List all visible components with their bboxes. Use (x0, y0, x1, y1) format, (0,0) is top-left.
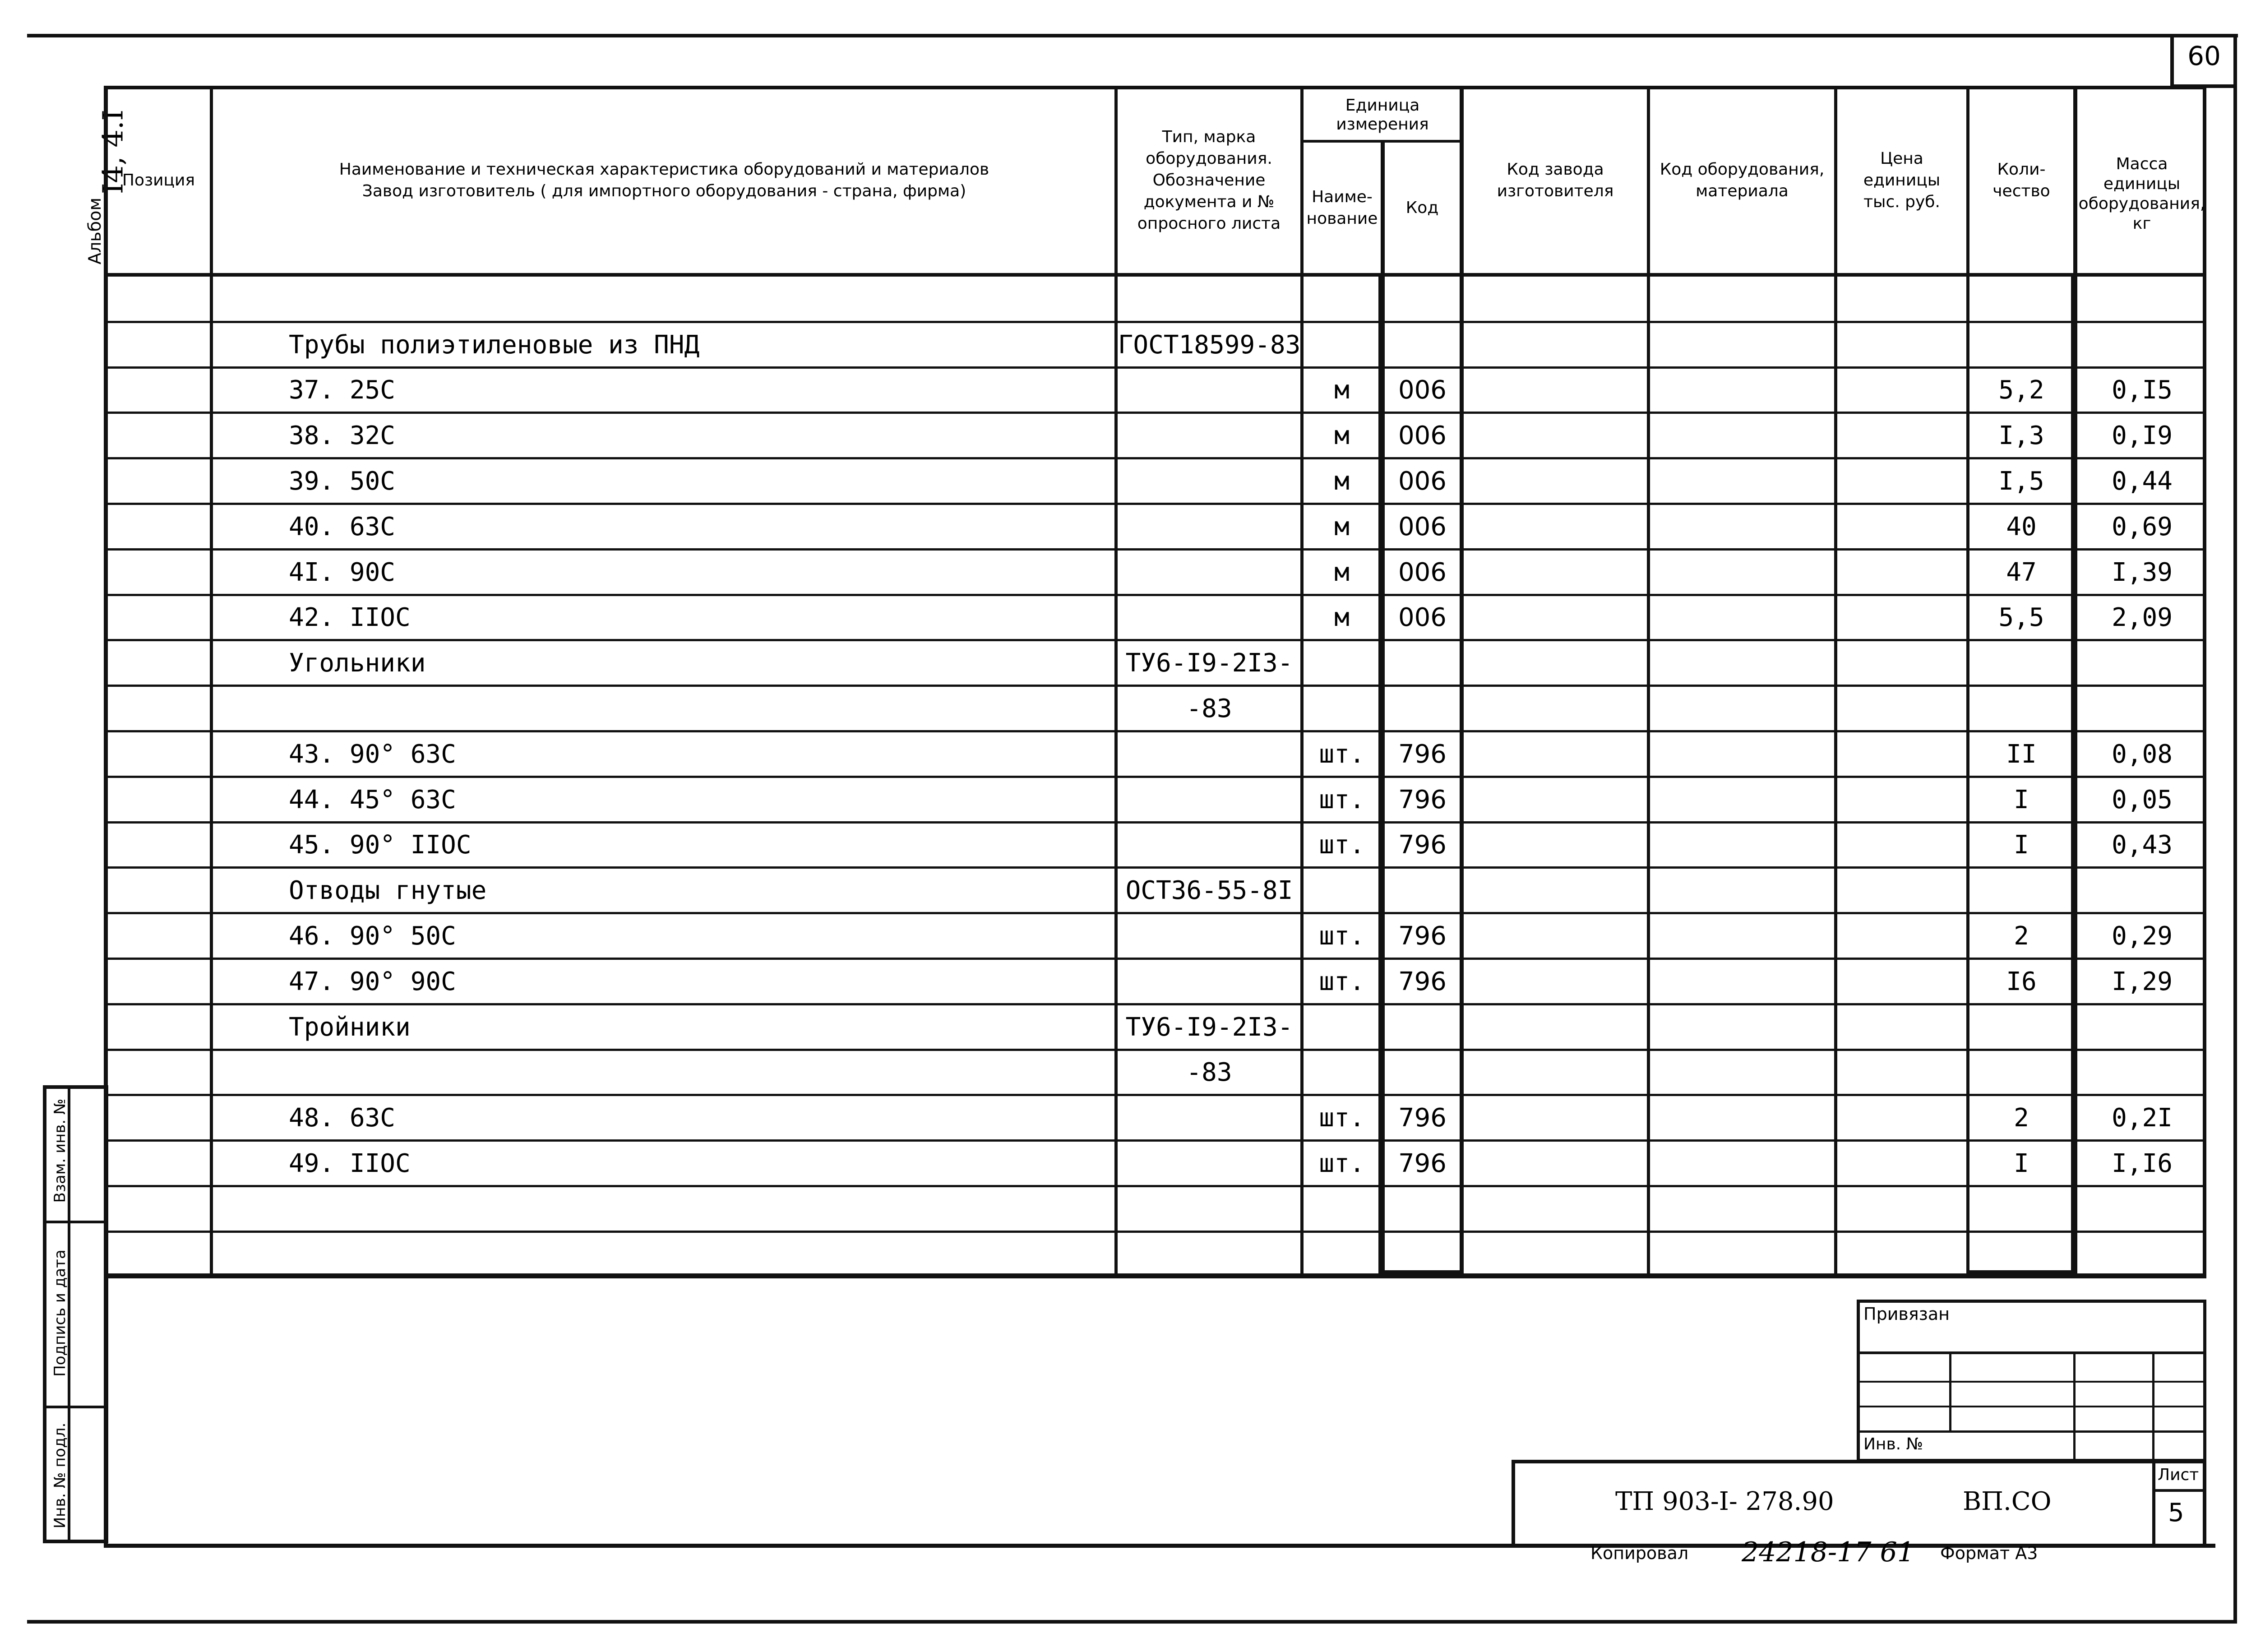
row-type (1119, 1095, 1299, 1141)
row-code: 006 (1398, 421, 1447, 451)
row-mass: 0,2I (2112, 1103, 2173, 1133)
row-code (1385, 686, 1460, 731)
row-mass (2080, 1004, 2204, 1050)
col-line-7 (1834, 86, 1837, 1277)
hdr-unit (1304, 90, 1461, 140)
row-code: 796 (1398, 739, 1447, 769)
row-type (1119, 550, 1299, 595)
row-mass: 0,08 (2112, 739, 2173, 769)
hdr-equip-code (1650, 88, 1834, 273)
col-line-5 (1460, 86, 1464, 1277)
right-border (2233, 34, 2237, 1622)
row-code: 006 (1398, 375, 1447, 405)
row-code: 796 (1398, 785, 1447, 814)
row-type (1119, 413, 1299, 458)
sheet-label: Лист (2158, 1466, 2199, 1484)
side-label-podpis: Подпись и дата (51, 1249, 69, 1377)
row-unit: м (1334, 557, 1350, 587)
top-border (27, 34, 2238, 37)
album-number: I4, 4.I (96, 110, 129, 194)
row-code (1385, 1186, 1460, 1232)
row-name (289, 686, 1101, 731)
col-line-6 (1647, 86, 1650, 1277)
row-code: 796 (1398, 921, 1447, 951)
row-name: Угольники (289, 648, 426, 678)
row-unit (1304, 1004, 1380, 1050)
row-qty: 5,5 (1998, 603, 2044, 633)
row-code: 006 (1398, 603, 1447, 633)
row-type (1119, 959, 1299, 1004)
hdr-equip-code-line2: материала (1696, 182, 1789, 200)
hdr-name (213, 88, 1115, 273)
row-qty (1972, 277, 2071, 322)
hdr-factory-code-line1: Код завода (1507, 160, 1604, 179)
row-type: ГОСТ18599-83 (1118, 330, 1301, 360)
row-unit: шт. (1319, 830, 1365, 860)
hdr-unit-code: Код (1405, 199, 1439, 217)
row-name: Тройники (289, 1012, 411, 1042)
row-unit (1304, 1050, 1380, 1096)
row-mass (2080, 640, 2204, 686)
row-type: ОСТ36-55-8I (1125, 876, 1293, 906)
row-name: 42. IIОС (289, 603, 411, 633)
row-name (289, 1232, 1101, 1277)
row-mass (2080, 868, 2204, 913)
row-qty (1972, 1232, 2071, 1277)
row-qty: I6 (2006, 967, 2037, 996)
row-qty: 47 (2006, 557, 2037, 587)
row-name: 45. 90° IIОС (289, 830, 472, 860)
hdr-equip-code-line1: Код оборудования, (1660, 160, 1825, 179)
row-type (1119, 368, 1299, 413)
hdr-type-line1: Тип, марка (1162, 128, 1256, 146)
row-mass: 2,09 (2112, 603, 2173, 633)
row-code: 006 (1398, 512, 1447, 541)
row-name (289, 1050, 1101, 1096)
privyazan-vline-1 (1949, 1351, 1951, 1430)
row-code (1385, 640, 1460, 686)
row-qty (1972, 322, 2071, 368)
hdr-unit-name-line2: нование (1306, 209, 1378, 228)
hdr-unit-name-line1: Наиме- (1312, 188, 1373, 206)
hdr-qty-line1: Коли- (1997, 160, 2046, 179)
row-unit: м (1334, 512, 1350, 541)
hdr-price-line1: Цена (1880, 149, 1923, 168)
row-qty: I (2014, 830, 2029, 860)
row-code: 796 (1398, 830, 1447, 860)
row-mass: I,I6 (2112, 1149, 2173, 1179)
row-name: 48. 63С (289, 1103, 396, 1133)
row-unit (1304, 277, 1380, 322)
row-mass (2080, 1186, 2204, 1232)
row-type (1119, 277, 1299, 322)
col-line-1 (210, 86, 213, 1277)
sheet-number: 60 (2187, 41, 2221, 71)
row-code: 796 (1398, 967, 1447, 996)
hdr-mass-line1: Масса (2116, 155, 2168, 173)
row-name: 49. IIОС (289, 1149, 411, 1179)
row-type (1119, 458, 1299, 504)
row-mass: 0,05 (2112, 785, 2173, 814)
copied-label: Копировал (1590, 1543, 1689, 1563)
row-type (1119, 1232, 1299, 1277)
row-unit: м (1334, 421, 1350, 451)
row-unit: шт. (1319, 785, 1365, 814)
row-mass (2080, 1050, 2204, 1096)
hdr-factory-code (1464, 88, 1647, 273)
row-name: 37. 25С (289, 375, 396, 405)
row-mass: I,39 (2112, 557, 2173, 587)
row-unit (1304, 868, 1380, 913)
row-mass: 0,44 (2112, 467, 2173, 496)
doc-mark: ВП.СО (1963, 1487, 2052, 1516)
row-qty (1972, 686, 2071, 731)
row-name: Трубы полиэтиленовые из ПНД (289, 330, 700, 360)
row-unit (1304, 1186, 1380, 1232)
sheet-label-line (2152, 1489, 2206, 1492)
col-line-3 (1300, 86, 1304, 1277)
hdr-price-line3: тыс. руб. (1863, 193, 1940, 211)
side-label-vzam: Взам. инв. № (51, 1098, 69, 1203)
row-unit: шт. (1319, 739, 1365, 769)
row-code (1385, 322, 1460, 368)
row-type (1119, 777, 1299, 823)
row-qty (1972, 1004, 2071, 1050)
row-unit: шт. (1319, 1103, 1365, 1133)
row-code: 006 (1398, 557, 1447, 587)
row-type (1119, 504, 1299, 550)
inv-no-label: Инв. № (1863, 1435, 1923, 1453)
row-name (289, 277, 1101, 322)
row-code: 006 (1398, 467, 1447, 496)
row-mass: I,29 (2112, 967, 2173, 996)
row-unit (1304, 686, 1380, 731)
row-type: -83 (1186, 1058, 1232, 1087)
hdr-price (1837, 88, 1966, 273)
row-unit: м (1334, 375, 1350, 405)
row-code (1385, 868, 1460, 913)
privyazan-vline-2 (2073, 1351, 2076, 1462)
row-code (1385, 1004, 1460, 1050)
row-unit (1304, 322, 1380, 368)
row-type: -83 (1186, 694, 1232, 724)
row-qty: 2 (2014, 1103, 2029, 1133)
hdr-unit-line2: измерения (1336, 115, 1429, 134)
doc-code: ТП 903-I- 278.90 (1615, 1487, 1834, 1516)
hdr-mass-line2: единицы (2103, 175, 2181, 193)
row-unit: м (1334, 603, 1350, 633)
hdr-name-line2: Завод изготовитель ( для импортного оборудования - страна, фирма) (362, 182, 966, 200)
row-type (1119, 823, 1299, 868)
row-mass: 0,43 (2112, 830, 2173, 860)
row-mass (2080, 1232, 2204, 1277)
hdr-unit-line1: Единица (1345, 96, 1420, 115)
row-name: Отводы гнутые (289, 876, 487, 906)
row-mass: 0,69 (2112, 512, 2173, 541)
format-label: Формат А3 (1940, 1543, 2038, 1563)
row-type (1119, 1141, 1299, 1186)
hdr-mass-line3: оборудования, (2078, 194, 2205, 213)
row-name: 47. 90° 90С (289, 967, 456, 996)
row-qty (1972, 1186, 2071, 1232)
row-name: 40. 63С (289, 512, 396, 541)
hdr-factory-code-line2: изготовителя (1497, 182, 1614, 200)
hdr-mass (2077, 88, 2206, 273)
sheet-value: 5 (2168, 1498, 2184, 1527)
header-bottom-line (104, 273, 2206, 277)
privyazan-vline-3 (2152, 1351, 2154, 1462)
row-unit: м (1334, 467, 1350, 496)
col-line-8 (1966, 86, 1969, 1277)
row-qty (1972, 1050, 2071, 1096)
row-code: 796 (1398, 1149, 1447, 1179)
row-mass (2080, 322, 2204, 368)
row-name: 39. 50С (289, 467, 396, 496)
row-name: 46. 90° 50С (289, 921, 456, 951)
hdr-unit-name (1304, 143, 1381, 273)
privyazan-label: Привязан (1863, 1304, 1950, 1324)
bottom-border (27, 1620, 2237, 1624)
row-type (1119, 1186, 1299, 1232)
hdr-qty-line2: чество (1992, 182, 2050, 200)
row-name: 43. 90° 63С (289, 739, 456, 769)
row-type: ТУ6-I9-2I3- (1125, 648, 1293, 678)
row-type (1119, 731, 1299, 777)
row-code (1385, 1232, 1460, 1277)
row-name: 4I. 90С (289, 557, 396, 587)
row-qty: 40 (2006, 512, 2037, 541)
row-type (1119, 913, 1299, 959)
row-mass: 0,I5 (2112, 375, 2173, 405)
row-unit: шт. (1319, 1149, 1365, 1179)
hdr-position: Позиция (122, 171, 195, 190)
hdr-type-line5: опросного листа (1137, 214, 1281, 233)
row-qty: I (2014, 785, 2029, 814)
row-qty: 2 (2014, 921, 2029, 951)
row-type: ТУ6-I9-2I3- (1125, 1012, 1293, 1042)
row-qty (1972, 868, 2071, 913)
handwritten-number: 24218-17 61 (1742, 1536, 1914, 1568)
album-label: Альбом (85, 197, 105, 265)
row-code (1385, 1050, 1460, 1096)
row-qty: II (2006, 739, 2037, 769)
hdr-type-line3: Обозначение (1152, 171, 1266, 190)
side-label-inv-podl: Инв. № подл. (51, 1422, 69, 1529)
row-qty: I,5 (1998, 467, 2044, 496)
row-code (1385, 277, 1460, 322)
hdr-type-line4: документа и № (1143, 193, 1275, 211)
title-block-divider (2152, 1460, 2155, 1546)
row-unit (1304, 1232, 1380, 1277)
side-strip-line-1 (43, 1221, 108, 1223)
row-mass (2080, 686, 2204, 731)
row-mass: 0,I9 (2112, 421, 2173, 451)
row-mass: 0,29 (2112, 921, 2173, 951)
hdr-type (1118, 88, 1300, 273)
hdr-mass-line4: кг (2132, 214, 2151, 233)
row-unit: шт. (1319, 921, 1365, 951)
hdr-type-line2: оборудования. (1146, 149, 1272, 168)
row-type (1119, 595, 1299, 641)
row-mass (2080, 277, 2204, 322)
row-name: 38. 32С (289, 421, 396, 451)
row-qty: I,3 (1998, 421, 2044, 451)
row-name (289, 1186, 1101, 1232)
row-qty: 5,2 (1998, 375, 2044, 405)
row-unit (1304, 640, 1380, 686)
hdr-qty (1969, 88, 2073, 273)
hdr-price-line2: единицы (1863, 171, 1941, 190)
row-qty (1972, 640, 2071, 686)
row-qty: I (2014, 1149, 2029, 1179)
row-name: 44. 45° 63С (289, 785, 456, 814)
row-code: 796 (1398, 1103, 1447, 1133)
hdr-name-line1: Наименование и техническая характеристика оборудований и материалов (339, 160, 989, 179)
row-unit: шт. (1319, 967, 1365, 996)
